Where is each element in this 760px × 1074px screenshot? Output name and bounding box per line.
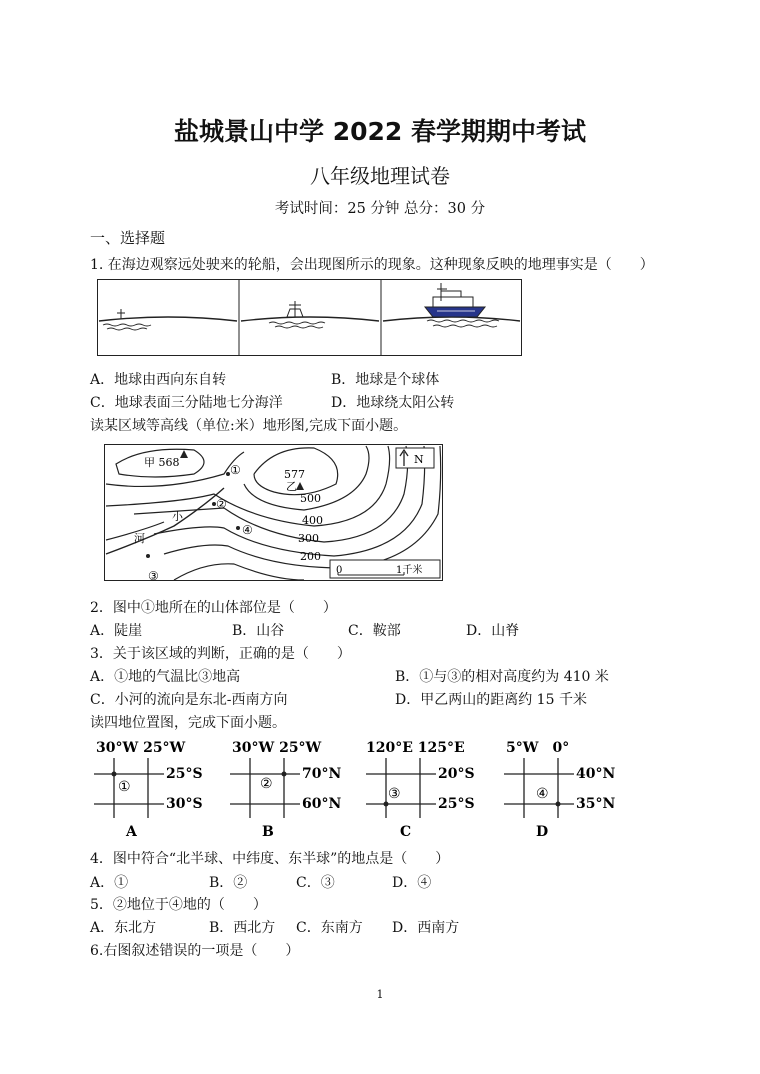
point-3-label: ③ [148,569,159,582]
q5-option-b[interactable]: B．西北方 [209,920,276,936]
q5-stem: 5．②地位于④地的（ ） [90,897,267,913]
river-char-2: 河 [134,532,145,545]
ship-full [425,283,485,317]
location-grids [84,736,624,842]
grid-instruction: 读四地位置图，完成下面小题。 [90,715,286,731]
point-4-label: ④ [242,523,253,537]
contour-label-200: 200 [300,550,321,563]
q2-option-d[interactable]: D．山脊 [466,623,520,639]
contour-label-500: 500 [300,492,321,505]
q2-stem: 2．图中①地所在的山体部位是（ ） [90,600,337,616]
grid-c [366,740,475,840]
exam-title: 盐城景山中学 2022 春学期期中考试 [174,117,586,146]
q4-option-b[interactable]: B．② [209,875,248,891]
q6-stem: 6.右图叙述错误的一项是（ ） [90,943,300,959]
q2-option-b[interactable]: B．山谷 [232,623,285,639]
grid-b-label: B [262,824,274,840]
q4-option-d[interactable]: D．④ [392,875,432,891]
q3-option-d[interactable]: D．甲乙两山的距离约 15 千米 [395,692,587,708]
ship-mast-small [117,309,125,319]
grid-b-lat-top: 70°N [302,766,342,782]
q4-stem: 4．图中符合“北半球、中纬度、东半球”的地点是（ ） [90,851,450,867]
q5-option-a[interactable]: A．东北方 [90,920,157,936]
grid-d-point: ④ [536,786,549,802]
page-number: 1 [376,988,384,1001]
grid-d-lat-top: 40°N [576,766,616,782]
grid-b [230,740,341,840]
peak-jia-label: 甲 568 [144,456,180,469]
q4-option-a[interactable]: A．① [90,875,129,891]
q3-option-b[interactable]: B．①与③的相对高度约为 410 米 [395,669,609,685]
q3-option-a[interactable]: A．①地的气温比③地高 [90,669,241,685]
grid-d [504,740,615,840]
q1-option-c[interactable]: C．地球表面三分陆地七分海洋 [90,395,283,411]
grid-a-label: A [126,824,137,840]
exam-info: 考试时间：25 分钟 总分：30 分 [274,201,486,217]
q1-option-d[interactable]: D．地球绕太阳公转 [331,395,455,411]
q1-option-b[interactable]: B．地球是个球体 [331,372,440,388]
q1-stem: 1. 在海边观察远处驶来的轮船，会出现图所示的现象。这种现象反映的地理事实是（ ） [90,257,654,273]
contour-label-400: 400 [302,514,323,527]
grid-a-lat-top: 25°S [166,766,203,782]
contour-instruction: 读某区域等高线（单位:米）地形图,完成下面小题。 [90,418,408,434]
grid-d-lat-bottom: 35°N [576,796,616,812]
grid-a-point: ① [118,779,131,795]
grid-a-lon: 30°W 25°W [96,740,186,756]
q3-stem: 3．关于该区域的判断，正确的是（ ） [90,646,351,662]
grid-c-lat-bottom: 25°S [438,796,475,812]
q5-option-d[interactable]: D．西南方 [392,920,460,936]
peak-yi-name: 乙 [286,480,297,493]
q2-option-a[interactable]: A．陡崖 [90,623,143,639]
contour-label-300: 300 [298,532,319,545]
grid-c-lon: 120°E 125°E [366,740,465,756]
q3-option-c[interactable]: C．小河的流向是东北-西南方向 [90,692,288,708]
q5-option-c[interactable]: C．东南方 [296,920,363,936]
grid-b-lon: 30°W 25°W [232,740,322,756]
point-2-label: ② [216,497,227,511]
river-char-1: 小 [172,510,183,523]
exam-subtitle: 八年级地理试卷 [310,164,450,188]
grid-c-lat-top: 20°S [438,766,475,782]
north-label: N [414,453,424,466]
peak-yi-value: 577 [284,468,305,481]
contour-map [104,444,444,582]
q1-option-a[interactable]: A．地球由西向东自转 [90,372,227,388]
grid-c-label: C [400,824,412,840]
scale-zero: 0 [336,565,343,576]
grid-a [94,740,203,840]
section-heading: 一、选择题 [90,229,166,247]
grid-a-lat-bottom: 30°S [166,796,203,812]
point-1-label: ① [230,463,241,477]
grid-d-label: D [536,824,549,840]
grid-c-point: ③ [388,786,401,802]
scale-label: 1千米 [396,565,423,576]
ship-upper-medium [287,301,303,317]
grid-b-lat-bottom: 60°N [302,796,342,812]
q4-option-c[interactable]: C．③ [296,875,335,891]
q2-option-c[interactable]: C．鞍部 [348,623,401,639]
grid-d-lon: 5°W 0° [506,740,570,756]
grid-b-point: ② [260,776,273,792]
ship-figure [97,279,523,357]
